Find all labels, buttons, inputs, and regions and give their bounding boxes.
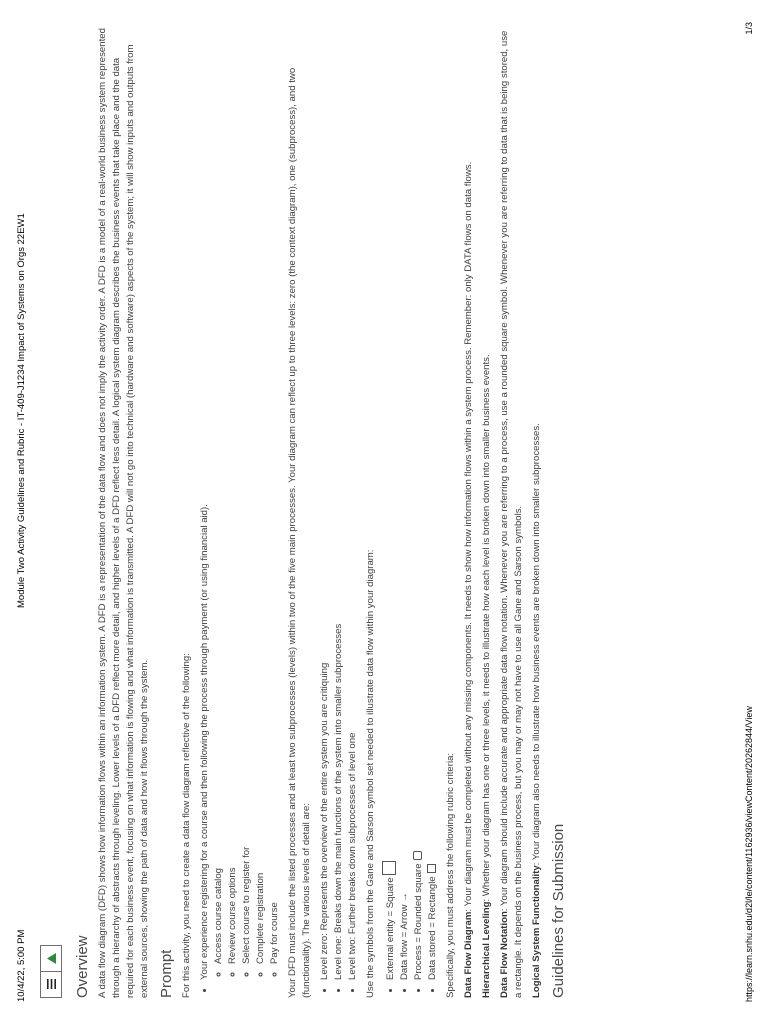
- criterion-label: Data Flow Diagram: [463, 911, 474, 998]
- print-footer: [744, 22, 758, 1002]
- symbol-entity-text: External entity = Square: [385, 877, 396, 980]
- levels-list: [318, 28, 360, 998]
- list-item: ◦ Access course catalog: [212, 28, 226, 964]
- hamburger-icon: [47, 980, 56, 990]
- overview-heading: Overview: [74, 935, 91, 998]
- list-item: [412, 28, 426, 980]
- print-page-count: 1/3: [744, 22, 754, 35]
- prompt-bullet-list: [198, 28, 282, 998]
- overview-paragraph: A data flow diagram (DFD) shows how information flows within an information system. A DFD is a representation of the data flow and does not imply the activity order. A DFD is a model of a real-world business system represented through a hierarchy of abstracts through leveling. Lower levels of a DFD reflect more detail, and higher levels of a DFD reflect less detail. A logical system diagram describes the business events that take place and the data required for each business event, focusing on what information is flowing and what information is transmitted. A DFD will not go into technical (hardware and software) aspects of the system; it will show inputs and outputs from external sources, showing the path of data and how it flows through the system.: [97, 28, 150, 998]
- list-item: ◦ Pay for course: [268, 28, 282, 964]
- criterion-text: : Your diagram must be completed without any missing components. It needs to show how information flows within a system process. Remember: only DATA flows on data flows.: [463, 161, 474, 912]
- levels-intro: Your DFD must include the listed processes and at least two subprocesses (levels) within two of the five main processes. Your diagram can reflect up to three levels: zero (the context diagram), one (subprocess), and two (functionality). The various levels of detail are:: [287, 67, 312, 998]
- triangle-up-icon: [47, 953, 56, 964]
- criterion-text: : Your diagram should include accurate and appropriate data flow notation. Whenever you are referring to a process, use a rounded square symbol. Whenever you are referring to data that is being stored, use a rectangle. It depends on the business process, but you may or may not have to use all Gane and Sarson symbols.: [499, 30, 524, 998]
- list-item: ◦ Select course to register for: [240, 28, 254, 964]
- content-toolbar: [40, 944, 62, 998]
- prompt-heading: Prompt: [158, 949, 175, 998]
- menu-button[interactable]: [40, 971, 62, 998]
- rounded-square-symbol-icon: [413, 851, 422, 860]
- print-url: https://learn.snhu.edu/d2l/le/content/1162936/viewContent/20262844/View: [744, 706, 754, 1002]
- criterion-hierarchical-leveling: [480, 28, 494, 998]
- symbol-process-text: Process = Rounded square: [413, 863, 424, 980]
- rectangle-symbol-icon: [427, 864, 436, 873]
- prompt-bullet-text: Your experience registering for a course and then following the process through payment (or using financial aid).: [199, 504, 210, 980]
- list-item: ◦ Review course options: [226, 28, 240, 964]
- print-datetime: 10/4/22, 5:00 PM: [16, 929, 27, 1002]
- collapse-button[interactable]: [40, 945, 62, 971]
- list-item: [198, 28, 282, 980]
- criterion-text: : Whether your diagram has one or three levels, it needs to illustrate how each level is broken down into smaller business events.: [481, 354, 492, 902]
- square-symbol-icon: [382, 861, 396, 875]
- prompt-intro: For this activity, you need to create a data flow diagram reflective of the following:: [181, 653, 192, 998]
- page-content: [74, 28, 572, 998]
- list-item: [382, 28, 398, 980]
- symbol-flow-text: Data flow = Arrow →: [399, 892, 410, 980]
- list-item: • Level one: Breaks down the main functions of the system into smaller subprocesses: [332, 28, 346, 980]
- symbols-list: [382, 28, 440, 998]
- criterion-logical-system-functionality: [530, 28, 544, 998]
- symbol-store-text: Data stored = Rectangle: [427, 876, 438, 980]
- criterion-data-flow-notation: [498, 28, 526, 998]
- criterion-label: Logical System Functionality: [531, 865, 542, 998]
- guidelines-heading: Guidelines for Submission: [550, 823, 567, 998]
- print-header: [16, 22, 32, 1002]
- process-sub-list: [212, 28, 282, 980]
- print-page-title: Module Two Activity Guidelines and Rubric - IT-409-J1234 Impact of Systems on Orgs 22EW1: [16, 213, 27, 608]
- criteria-intro: Specifically, you must address the following rubric criteria:: [445, 752, 456, 998]
- list-item: [398, 28, 412, 980]
- criterion-text: : Your diagram also needs to illustrate how business events are broken down into smaller subprocesses.: [531, 423, 542, 866]
- list-item: • Level zero: Represents the overview of the entire system you are critiquing: [318, 28, 332, 980]
- list-item: [426, 28, 440, 980]
- criterion-data-flow-diagram: [462, 28, 476, 998]
- list-item: ◦ Complete registration: [254, 28, 268, 964]
- list-item: • Level two: Further breaks down subprocesses of level one: [346, 28, 360, 980]
- symbols-intro: Use the symbols from the Gane and Sarson symbol set needed to illustrate data flow within your diagram:: [365, 549, 376, 998]
- criterion-label: Data Flow Notation: [499, 911, 510, 998]
- criterion-label: Hierarchical Leveling: [481, 901, 492, 998]
